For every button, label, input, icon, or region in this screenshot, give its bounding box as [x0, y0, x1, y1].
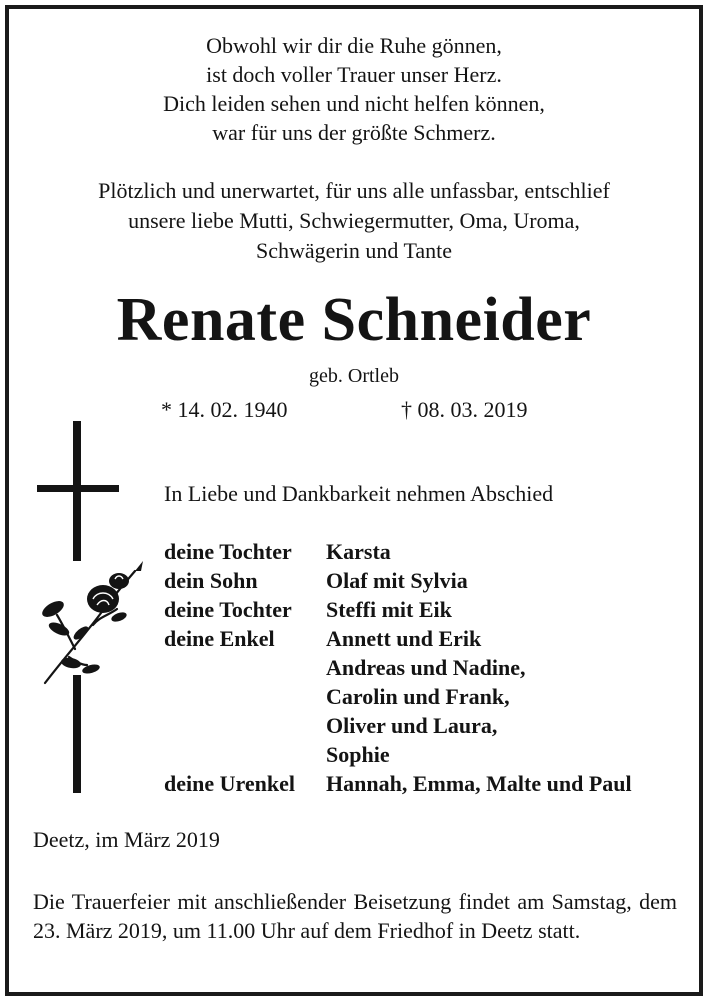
mourner-relation	[164, 740, 326, 769]
mourners-list	[164, 537, 632, 798]
mourner-relation	[164, 682, 326, 711]
farewell-line: In Liebe und Dankbarkeit nehmen Abschied	[164, 481, 554, 506]
mourner-relation: deine Enkel	[164, 626, 275, 651]
funeral-service-info: Die Trauerfeier mit anschließender Beisetzung findet am Samstag, dem 23. März 2019, um 11.00 Uhr auf dem Friedhof in Deetz statt.	[33, 889, 677, 943]
poem-line: war für uns der größte Schmerz.	[212, 120, 496, 145]
mourner-relation: deine Urenkel	[164, 771, 295, 796]
death-date: † 08. 03. 2019	[401, 397, 528, 422]
list-item	[164, 711, 632, 740]
announcement-line: unsere liebe Mutti, Schwiegermutter, Oma, Uroma,	[128, 208, 580, 233]
list-item	[164, 595, 632, 624]
maiden-name: geb. Ortleb	[309, 365, 399, 387]
mourner-names: Oliver und Laura,	[326, 713, 498, 738]
list-item	[164, 624, 632, 653]
announcement-line: Plötzlich und unerwartet, für uns alle unfassbar, entschlief	[98, 178, 610, 203]
mourner-relation	[164, 653, 326, 682]
mourner-relation	[164, 711, 326, 740]
rose-icon	[35, 557, 145, 687]
announcement-line: Schwägerin und Tante	[255, 238, 452, 263]
mourner-names: Annett und Erik	[326, 626, 482, 651]
deceased-name: Renate Schneider	[116, 286, 592, 354]
announcement-text	[9, 176, 699, 266]
mourner-names: Olaf mit Sylvia	[326, 568, 468, 593]
list-item	[164, 566, 632, 595]
list-item	[164, 769, 632, 798]
poem-line: ist doch voller Trauer unser Herz.	[206, 62, 502, 87]
poem	[9, 31, 699, 147]
mourner-names: Hannah, Emma, Malte und Paul	[326, 771, 632, 796]
birth-date: * 14. 02. 1940	[161, 397, 288, 422]
poem-line: Dich leiden sehen und nicht helfen können,	[163, 91, 545, 116]
mourner-relation: deine Tochter	[164, 539, 292, 564]
mourner-names: Andreas und Nadine,	[326, 655, 526, 680]
mourner-names: Sophie	[326, 742, 390, 767]
list-item	[164, 653, 632, 682]
obituary-notice	[5, 5, 703, 996]
mourner-names: Carolin und Frank,	[326, 684, 510, 709]
list-item	[164, 740, 632, 769]
list-item	[164, 682, 632, 711]
list-item	[164, 537, 632, 566]
mourner-relation: deine Tochter	[164, 597, 292, 622]
mourner-names: Steffi mit Eik	[326, 597, 452, 622]
place-date: Deetz, im März 2019	[33, 827, 220, 852]
cross-lower-beam	[73, 675, 81, 793]
cross-crossbar	[37, 485, 119, 492]
poem-line: Obwohl wir dir die Ruhe gönnen,	[206, 33, 502, 58]
mourner-names: Karsta	[326, 539, 391, 564]
mourner-relation: dein Sohn	[164, 568, 258, 593]
